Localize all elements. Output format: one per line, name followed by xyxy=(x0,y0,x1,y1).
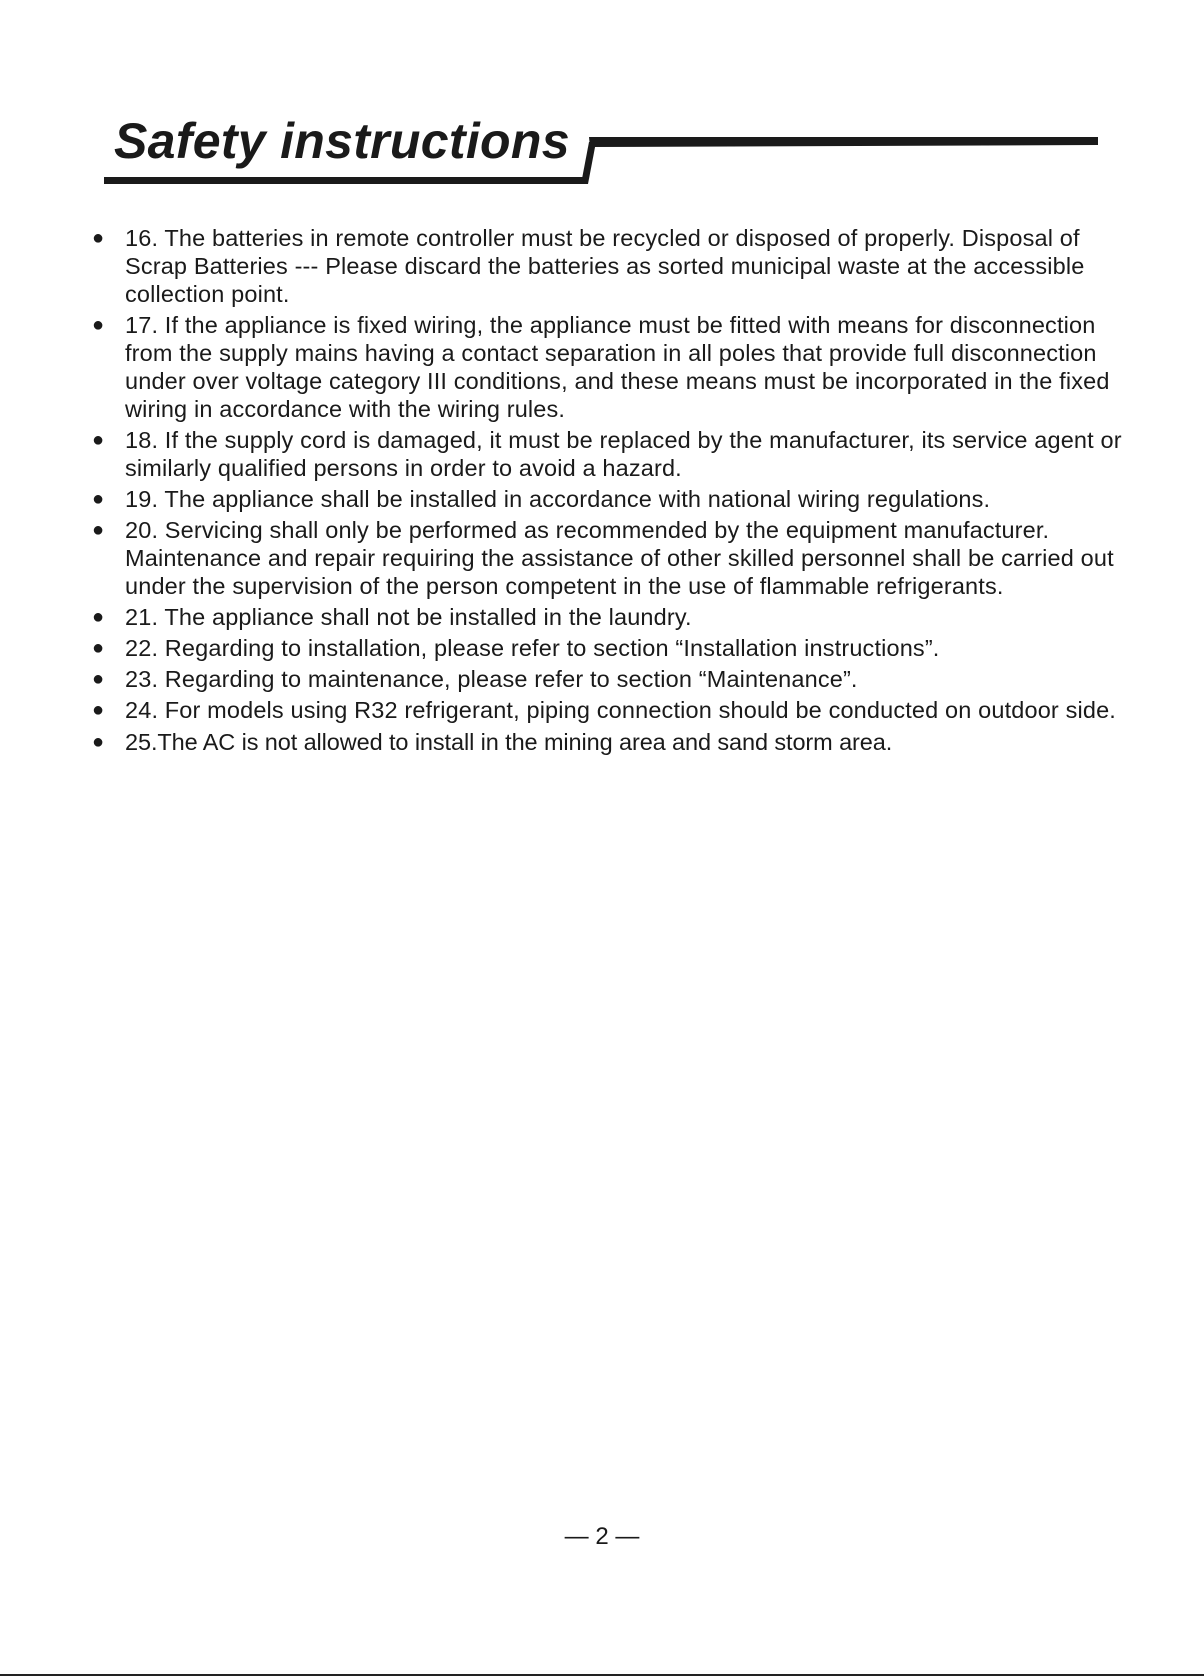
bullet-icon: ● xyxy=(92,699,105,721)
safety-instructions-list xyxy=(92,224,1132,759)
list-item-text: 18. If the supply cord is damaged, it must be replaced by the manufacturer, its service agent or similarly qualified persons in order to avoid a hazard. xyxy=(125,427,1122,481)
bullet-icon: ● xyxy=(92,519,105,541)
list-item-text: 19. The appliance shall be installed in accordance with national wiring regulations. xyxy=(125,486,991,512)
list-item xyxy=(92,603,1132,631)
bullet-icon: ● xyxy=(92,429,105,451)
bullet-icon: ● xyxy=(92,637,105,659)
bullet-icon: ● xyxy=(92,227,105,249)
bullet-icon: ● xyxy=(92,668,105,690)
list-item xyxy=(92,516,1132,600)
list-item-text: 22. Regarding to installation, please refer to section “Installation instructions”. xyxy=(125,635,940,661)
list-item xyxy=(92,311,1132,423)
list-item xyxy=(92,426,1132,482)
list-item-text: 20. Servicing shall only be performed as recommended by the equipment manufacturer. Maintenance and repair requiring the assistance of other skilled personnel shall be carried out under the supervision of the person competent in the use of flammable refrigerants. xyxy=(125,517,1114,599)
page-title: Safety instructions xyxy=(114,113,570,169)
list-item xyxy=(92,634,1132,662)
list-item-text: 21. The appliance shall not be installed in the laundry. xyxy=(125,604,692,630)
list-item-text: 25.The AC is not allowed to install in the mining area and sand storm area. xyxy=(125,729,893,755)
list-item xyxy=(92,485,1132,513)
list-item xyxy=(92,665,1132,693)
list-item xyxy=(92,224,1132,308)
header-rule xyxy=(0,0,1204,200)
list-item-text: 23. Regarding to maintenance, please refer to section “Maintenance”. xyxy=(125,666,858,692)
header-slant xyxy=(581,142,596,184)
list-item-text: 17. If the appliance is fixed wiring, the appliance must be fitted with means for disconnection from the supply mains having a contact separation in all poles that provide full disconnection under over voltage category III conditions, and these means must be incorporated in the fixed wiring in accordance with the wiring rules. xyxy=(125,312,1110,422)
list-item-text: 24. For models using R32 refrigerant, piping connection should be conducted on outdoor side. xyxy=(125,697,1116,723)
bullet-icon: ● xyxy=(92,606,105,628)
bottom-border-line xyxy=(0,1674,1204,1676)
page-number: — 2 — xyxy=(564,1523,640,1550)
list-item xyxy=(92,696,1132,724)
bullet-icon: ● xyxy=(92,731,104,753)
bullet-icon: ● xyxy=(92,488,105,510)
title-underline xyxy=(104,177,588,184)
header-top-rule xyxy=(589,137,1098,147)
bullet-icon: ● xyxy=(92,314,105,336)
section-header xyxy=(0,0,1204,200)
list-item xyxy=(92,728,1132,756)
list-item-text: 16. The batteries in remote controller must be recycled or disposed of properly. Disposal of Scrap Batteries --- Please discard the batteries as sorted municipal waste at the accessible collection point. xyxy=(125,225,1085,307)
